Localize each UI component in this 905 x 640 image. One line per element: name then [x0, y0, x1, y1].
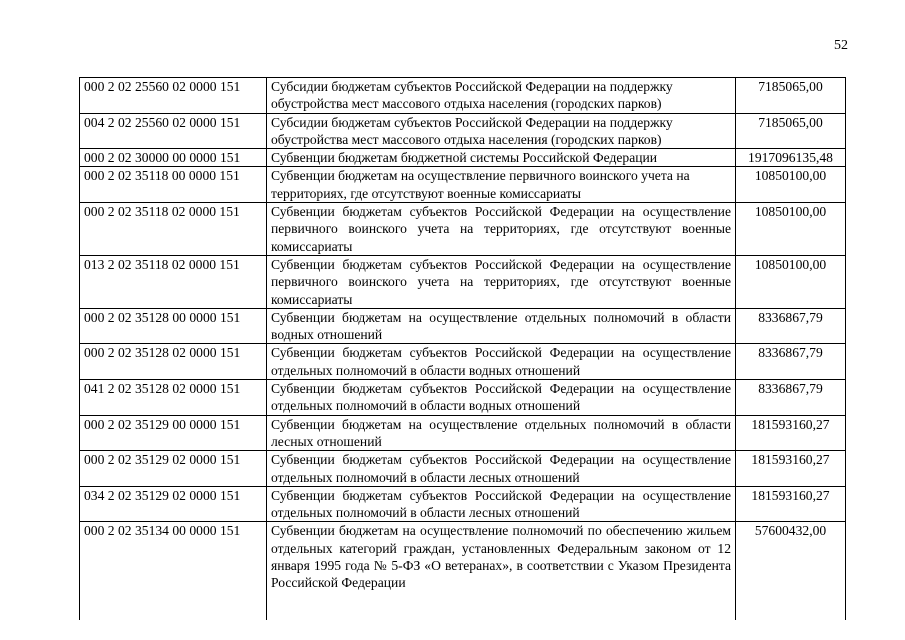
budget-revenue-table [79, 77, 846, 620]
revenue-name-cell: Субсидии бюджетам субъектов Российской Федерации на поддержку обустройства мест массового отдыха населения (городских парков) [267, 113, 736, 149]
budget-code-cell: 000 2 02 35128 00 0000 151 [80, 308, 267, 344]
amount-cell: 10850100,00 [736, 203, 846, 256]
budget-code-cell: 000 2 02 35129 02 0000 151 [80, 451, 267, 487]
amount-cell: 181593160,27 [736, 415, 846, 451]
amount-cell: 1917096135,48 [736, 149, 846, 167]
table-row [80, 380, 846, 416]
budget-code-cell: 013 2 02 35118 02 0000 151 [80, 255, 267, 308]
amount-cell: 10850100,00 [736, 255, 846, 308]
revenue-name-cell: Субвенции бюджетам на осуществление отдельных полномочий в области водных отношений [267, 308, 736, 344]
budget-code-cell: 000 2 02 30000 00 0000 151 [80, 149, 267, 167]
budget-code-cell: 000 2 02 35118 02 0000 151 [80, 203, 267, 256]
revenue-name-cell: Субсидии бюджетам субъектов Российской Федерации на поддержку обустройства мест массового отдыха населения (городских парков) [267, 78, 736, 114]
table-row [80, 486, 846, 522]
table-row [80, 344, 846, 380]
table-row [80, 451, 846, 487]
budget-code-cell: 000 2 02 35128 02 0000 151 [80, 344, 267, 380]
revenue-name-cell: Субвенции бюджетам на осуществление отдельных полномочий в области лесных отношений [267, 415, 736, 451]
amount-cell: 8336867,79 [736, 308, 846, 344]
table-row [80, 522, 846, 621]
amount-cell: 181593160,27 [736, 486, 846, 522]
table-row [80, 113, 846, 149]
revenue-name-cell: Субвенции бюджетам субъектов Российской Федерации на осуществление первичного воинского учета на территориях, где отсутствуют военные комиссариаты [267, 203, 736, 256]
amount-cell: 8336867,79 [736, 380, 846, 416]
revenue-name-cell: Субвенции бюджетам субъектов Российской Федерации на осуществление отдельных полномочий в области лесных отношений [267, 486, 736, 522]
revenue-name-cell: Субвенции бюджетам на осуществление полномочий по обеспечению жильем отдельных категорий граждан, установленных Федеральным законом от 12 января 1995 года № 5-ФЗ «О ветеранах», в соответствии с Указом Президента Российской Федерации [267, 522, 736, 621]
budget-code-cell: 000 2 02 35134 00 0000 151 [80, 522, 267, 621]
budget-code-cell: 034 2 02 35129 02 0000 151 [80, 486, 267, 522]
budget-code-cell: 000 2 02 35129 00 0000 151 [80, 415, 267, 451]
revenue-name-cell: Субвенции бюджетам на осуществление первичного воинского учета на территориях, где отсутствуют военные комиссариаты [267, 167, 736, 203]
amount-cell: 10850100,00 [736, 167, 846, 203]
revenue-name-cell: Субвенции бюджетам субъектов Российской Федерации на осуществление отдельных полномочий в области лесных отношений [267, 451, 736, 487]
budget-code-cell: 004 2 02 25560 02 0000 151 [80, 113, 267, 149]
amount-cell: 181593160,27 [736, 451, 846, 487]
revenue-name-cell: Субвенции бюджетам субъектов Российской Федерации на осуществление отдельных полномочий в области водных отношений [267, 344, 736, 380]
revenue-name-cell: Субвенции бюджетам бюджетной системы Российской Федерации [267, 149, 736, 167]
budget-code-cell: 041 2 02 35128 02 0000 151 [80, 380, 267, 416]
amount-cell: 8336867,79 [736, 344, 846, 380]
table-row [80, 203, 846, 256]
revenue-name-cell: Субвенции бюджетам субъектов Российской Федерации на осуществление отдельных полномочий в области водных отношений [267, 380, 736, 416]
table-row [80, 255, 846, 308]
budget-code-cell: 000 2 02 35118 00 0000 151 [80, 167, 267, 203]
budget-code-cell: 000 2 02 25560 02 0000 151 [80, 78, 267, 114]
page-number: 52 [834, 38, 848, 53]
table-row [80, 167, 846, 203]
table-row [80, 78, 846, 114]
amount-cell: 57600432,00 [736, 522, 846, 621]
amount-cell: 7185065,00 [736, 78, 846, 114]
table-row [80, 308, 846, 344]
table-row [80, 149, 846, 167]
table-row [80, 415, 846, 451]
revenue-name-cell: Субвенции бюджетам субъектов Российской Федерации на осуществление первичного воинского учета на территориях, где отсутствуют военные комиссариаты [267, 255, 736, 308]
amount-cell: 7185065,00 [736, 113, 846, 149]
